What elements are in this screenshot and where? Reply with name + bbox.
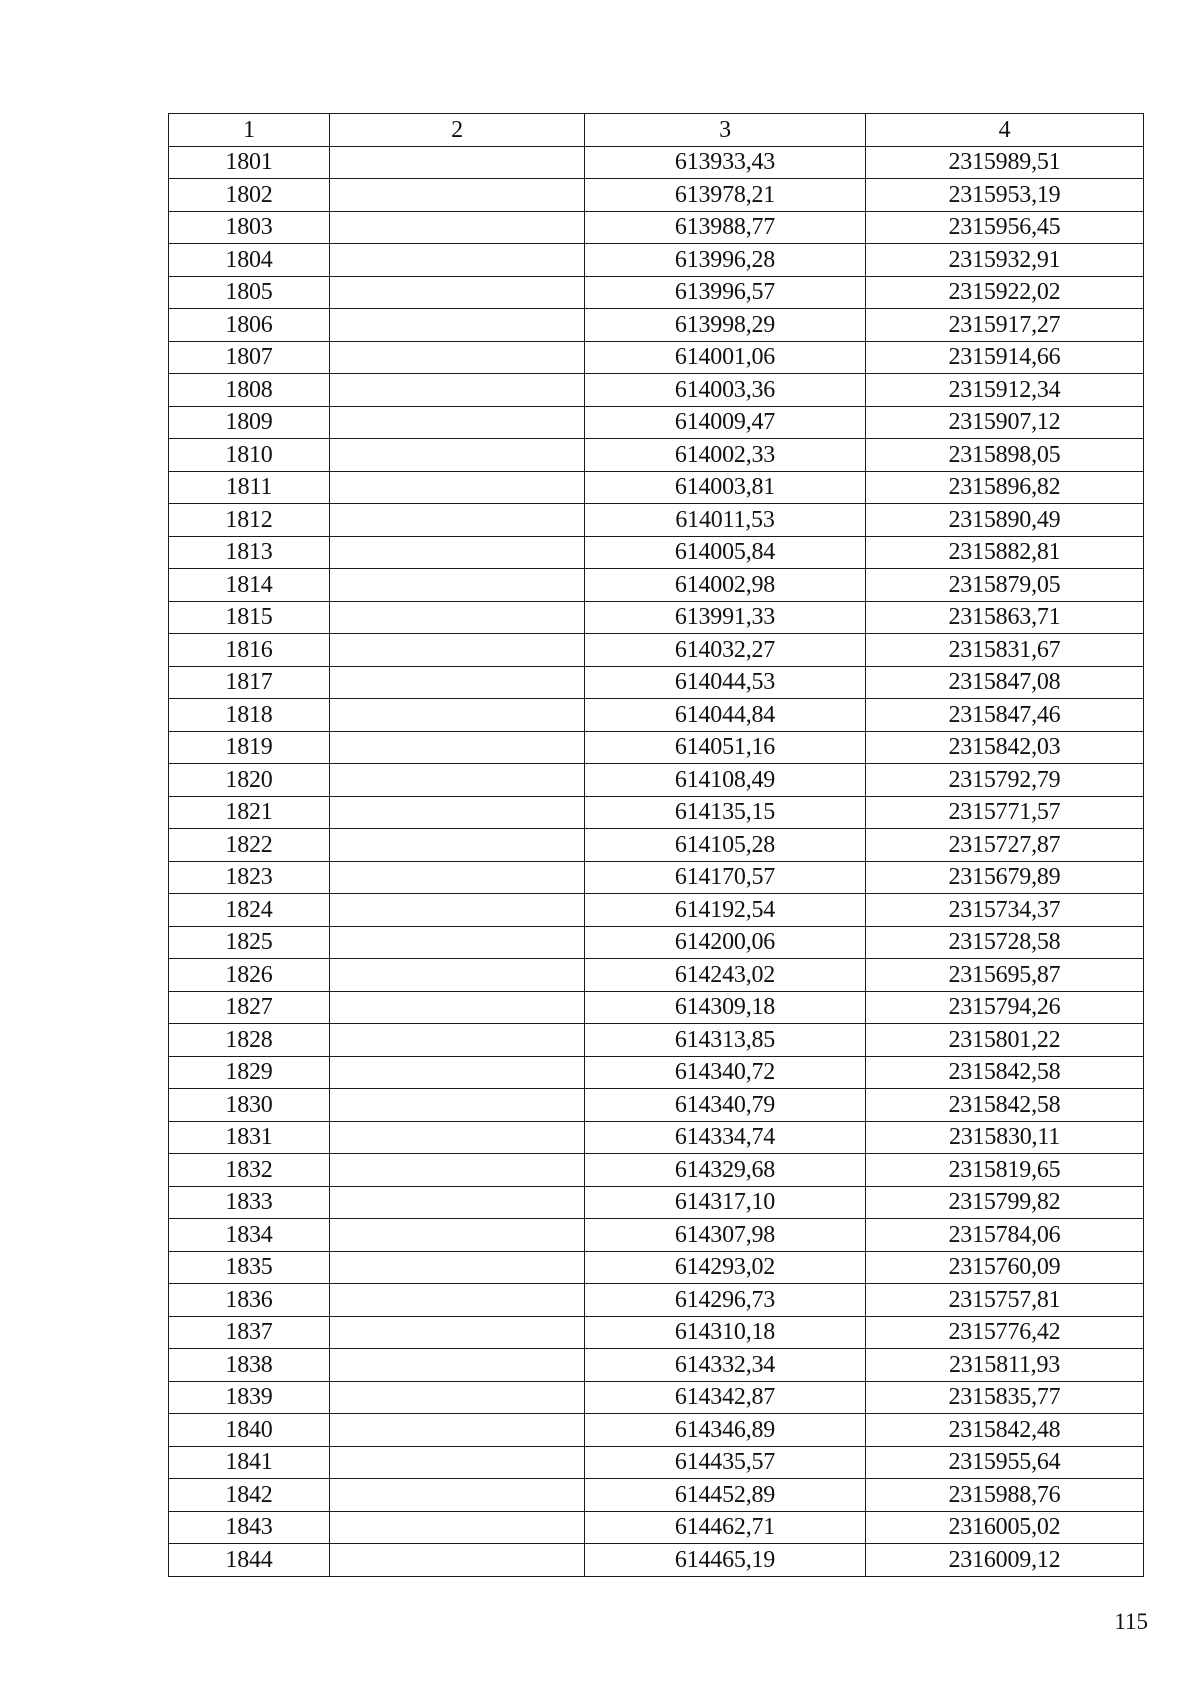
y-coordinate-cell: 2315819,65 xyxy=(866,1154,1144,1187)
empty-cell xyxy=(330,309,585,342)
x-coordinate-cell: 614346,89 xyxy=(585,1414,866,1447)
table-row xyxy=(169,991,1144,1024)
table-row xyxy=(169,1251,1144,1284)
x-coordinate-cell: 614002,33 xyxy=(585,439,866,472)
page-number: 115 xyxy=(1114,1609,1148,1634)
empty-cell xyxy=(330,1251,585,1284)
point-number-cell: 1809 xyxy=(169,406,330,439)
table-row xyxy=(169,1446,1144,1479)
point-number-cell: 1813 xyxy=(169,536,330,569)
header-cell-2: 2 xyxy=(330,114,585,147)
header-cell-1: 1 xyxy=(169,114,330,147)
y-coordinate-cell: 2316005,02 xyxy=(866,1511,1144,1544)
header-cell-4: 4 xyxy=(866,114,1144,147)
y-coordinate-cell: 2315757,81 xyxy=(866,1284,1144,1317)
point-number-cell: 1824 xyxy=(169,894,330,927)
point-number-cell: 1842 xyxy=(169,1479,330,1512)
y-coordinate-cell: 2315727,87 xyxy=(866,829,1144,862)
y-coordinate-cell: 2316009,12 xyxy=(866,1544,1144,1577)
x-coordinate-cell: 614051,16 xyxy=(585,731,866,764)
table-row xyxy=(169,211,1144,244)
x-coordinate-cell: 614340,79 xyxy=(585,1089,866,1122)
empty-cell xyxy=(330,1121,585,1154)
table-row xyxy=(169,374,1144,407)
y-coordinate-cell: 2315953,19 xyxy=(866,179,1144,212)
empty-cell xyxy=(330,1056,585,1089)
x-coordinate-cell: 614310,18 xyxy=(585,1316,866,1349)
empty-cell xyxy=(330,1544,585,1577)
table-row xyxy=(169,179,1144,212)
header-row xyxy=(169,114,1144,147)
point-number-cell: 1843 xyxy=(169,1511,330,1544)
table-row xyxy=(169,244,1144,277)
y-coordinate-cell: 2315847,46 xyxy=(866,699,1144,732)
y-coordinate-cell: 2315912,34 xyxy=(866,374,1144,407)
table-row xyxy=(169,1349,1144,1382)
y-coordinate-cell: 2315879,05 xyxy=(866,569,1144,602)
x-coordinate-cell: 614005,84 xyxy=(585,536,866,569)
x-coordinate-cell: 614340,72 xyxy=(585,1056,866,1089)
x-coordinate-cell: 614342,87 xyxy=(585,1381,866,1414)
y-coordinate-cell: 2315842,48 xyxy=(866,1414,1144,1447)
empty-cell xyxy=(330,1446,585,1479)
table-row xyxy=(169,1056,1144,1089)
x-coordinate-cell: 614334,74 xyxy=(585,1121,866,1154)
table-row xyxy=(169,764,1144,797)
table-row xyxy=(169,1479,1144,1512)
y-coordinate-cell: 2315734,37 xyxy=(866,894,1144,927)
point-number-cell: 1821 xyxy=(169,796,330,829)
table-row xyxy=(169,1284,1144,1317)
table-row xyxy=(169,471,1144,504)
x-coordinate-cell: 614032,27 xyxy=(585,634,866,667)
point-number-cell: 1840 xyxy=(169,1414,330,1447)
x-coordinate-cell: 614317,10 xyxy=(585,1186,866,1219)
point-number-cell: 1839 xyxy=(169,1381,330,1414)
empty-cell xyxy=(330,829,585,862)
x-coordinate-cell: 614329,68 xyxy=(585,1154,866,1187)
empty-cell xyxy=(330,1479,585,1512)
y-coordinate-cell: 2315890,49 xyxy=(866,504,1144,537)
empty-cell xyxy=(330,536,585,569)
table-row xyxy=(169,569,1144,602)
empty-cell xyxy=(330,1154,585,1187)
y-coordinate-cell: 2315955,64 xyxy=(866,1446,1144,1479)
table-row xyxy=(169,276,1144,309)
table-row xyxy=(169,439,1144,472)
y-coordinate-cell: 2315771,57 xyxy=(866,796,1144,829)
point-number-cell: 1835 xyxy=(169,1251,330,1284)
y-coordinate-cell: 2315863,71 xyxy=(866,601,1144,634)
y-coordinate-cell: 2315907,12 xyxy=(866,406,1144,439)
x-coordinate-cell: 613933,43 xyxy=(585,146,866,179)
empty-cell xyxy=(330,991,585,1024)
table-row xyxy=(169,1121,1144,1154)
x-coordinate-cell: 614003,36 xyxy=(585,374,866,407)
table-row xyxy=(169,666,1144,699)
empty-cell xyxy=(330,1284,585,1317)
empty-cell xyxy=(330,796,585,829)
table-row xyxy=(169,536,1144,569)
y-coordinate-cell: 2315831,67 xyxy=(866,634,1144,667)
empty-cell xyxy=(330,244,585,277)
empty-cell xyxy=(330,1349,585,1382)
table-row xyxy=(169,341,1144,374)
table-row xyxy=(169,699,1144,732)
y-coordinate-cell: 2315914,66 xyxy=(866,341,1144,374)
x-coordinate-cell: 614001,06 xyxy=(585,341,866,374)
x-coordinate-cell: 613991,33 xyxy=(585,601,866,634)
point-number-cell: 1814 xyxy=(169,569,330,602)
y-coordinate-cell: 2315830,11 xyxy=(866,1121,1144,1154)
point-number-cell: 1828 xyxy=(169,1024,330,1057)
y-coordinate-cell: 2315896,82 xyxy=(866,471,1144,504)
point-number-cell: 1834 xyxy=(169,1219,330,1252)
y-coordinate-cell: 2315695,87 xyxy=(866,959,1144,992)
empty-cell xyxy=(330,894,585,927)
table-row xyxy=(169,894,1144,927)
x-coordinate-cell: 614003,81 xyxy=(585,471,866,504)
x-coordinate-cell: 613998,29 xyxy=(585,309,866,342)
empty-cell xyxy=(330,699,585,732)
empty-cell xyxy=(330,1316,585,1349)
x-coordinate-cell: 614307,98 xyxy=(585,1219,866,1252)
table-row xyxy=(169,309,1144,342)
point-number-cell: 1811 xyxy=(169,471,330,504)
point-number-cell: 1804 xyxy=(169,244,330,277)
empty-cell xyxy=(330,406,585,439)
x-coordinate-cell: 614313,85 xyxy=(585,1024,866,1057)
empty-cell xyxy=(330,439,585,472)
x-coordinate-cell: 614105,28 xyxy=(585,829,866,862)
point-number-cell: 1807 xyxy=(169,341,330,374)
x-coordinate-cell: 613996,28 xyxy=(585,244,866,277)
point-number-cell: 1825 xyxy=(169,926,330,959)
table-row xyxy=(169,1154,1144,1187)
point-number-cell: 1810 xyxy=(169,439,330,472)
empty-cell xyxy=(330,634,585,667)
y-coordinate-cell: 2315811,93 xyxy=(866,1349,1144,1382)
x-coordinate-cell: 614435,57 xyxy=(585,1446,866,1479)
table-row xyxy=(169,1219,1144,1252)
empty-cell xyxy=(330,504,585,537)
point-number-cell: 1827 xyxy=(169,991,330,1024)
x-coordinate-cell: 614192,54 xyxy=(585,894,866,927)
point-number-cell: 1832 xyxy=(169,1154,330,1187)
y-coordinate-cell: 2315784,06 xyxy=(866,1219,1144,1252)
point-number-cell: 1802 xyxy=(169,179,330,212)
point-number-cell: 1801 xyxy=(169,146,330,179)
y-coordinate-cell: 2315679,89 xyxy=(866,861,1144,894)
point-number-cell: 1822 xyxy=(169,829,330,862)
point-number-cell: 1806 xyxy=(169,309,330,342)
x-coordinate-cell: 614135,15 xyxy=(585,796,866,829)
table-row xyxy=(169,1024,1144,1057)
point-number-cell: 1803 xyxy=(169,211,330,244)
y-coordinate-cell: 2315842,58 xyxy=(866,1089,1144,1122)
point-number-cell: 1838 xyxy=(169,1349,330,1382)
coordinates-table xyxy=(168,113,1144,1577)
y-coordinate-cell: 2315835,77 xyxy=(866,1381,1144,1414)
y-coordinate-cell: 2315776,42 xyxy=(866,1316,1144,1349)
empty-cell xyxy=(330,341,585,374)
empty-cell xyxy=(330,276,585,309)
empty-cell xyxy=(330,601,585,634)
table-body xyxy=(169,146,1144,1576)
point-number-cell: 1836 xyxy=(169,1284,330,1317)
table-row xyxy=(169,959,1144,992)
empty-cell xyxy=(330,374,585,407)
table-row xyxy=(169,406,1144,439)
table-row xyxy=(169,1089,1144,1122)
x-coordinate-cell: 613988,77 xyxy=(585,211,866,244)
x-coordinate-cell: 614462,71 xyxy=(585,1511,866,1544)
point-number-cell: 1829 xyxy=(169,1056,330,1089)
empty-cell xyxy=(330,1024,585,1057)
empty-cell xyxy=(330,1511,585,1544)
x-coordinate-cell: 614108,49 xyxy=(585,764,866,797)
y-coordinate-cell: 2315728,58 xyxy=(866,926,1144,959)
y-coordinate-cell: 2315799,82 xyxy=(866,1186,1144,1219)
point-number-cell: 1818 xyxy=(169,699,330,732)
x-coordinate-cell: 614332,34 xyxy=(585,1349,866,1382)
x-coordinate-cell: 614465,19 xyxy=(585,1544,866,1577)
y-coordinate-cell: 2315847,08 xyxy=(866,666,1144,699)
empty-cell xyxy=(330,179,585,212)
point-number-cell: 1841 xyxy=(169,1446,330,1479)
table-row xyxy=(169,504,1144,537)
x-coordinate-cell: 614200,06 xyxy=(585,926,866,959)
x-coordinate-cell: 614044,84 xyxy=(585,699,866,732)
table-row xyxy=(169,926,1144,959)
x-coordinate-cell: 614009,47 xyxy=(585,406,866,439)
y-coordinate-cell: 2315794,26 xyxy=(866,991,1144,1024)
x-coordinate-cell: 614243,02 xyxy=(585,959,866,992)
y-coordinate-cell: 2315922,02 xyxy=(866,276,1144,309)
empty-cell xyxy=(330,926,585,959)
point-number-cell: 1837 xyxy=(169,1316,330,1349)
table-row xyxy=(169,796,1144,829)
x-coordinate-cell: 614011,53 xyxy=(585,504,866,537)
empty-cell xyxy=(330,959,585,992)
y-coordinate-cell: 2315882,81 xyxy=(866,536,1144,569)
x-coordinate-cell: 613996,57 xyxy=(585,276,866,309)
x-coordinate-cell: 614452,89 xyxy=(585,1479,866,1512)
point-number-cell: 1830 xyxy=(169,1089,330,1122)
empty-cell xyxy=(330,1186,585,1219)
empty-cell xyxy=(330,861,585,894)
x-coordinate-cell: 614293,02 xyxy=(585,1251,866,1284)
y-coordinate-cell: 2315801,22 xyxy=(866,1024,1144,1057)
point-number-cell: 1817 xyxy=(169,666,330,699)
table-row xyxy=(169,1511,1144,1544)
y-coordinate-cell: 2315988,76 xyxy=(866,1479,1144,1512)
y-coordinate-cell: 2315842,03 xyxy=(866,731,1144,764)
point-number-cell: 1808 xyxy=(169,374,330,407)
empty-cell xyxy=(330,146,585,179)
table-row xyxy=(169,1381,1144,1414)
table-row xyxy=(169,1186,1144,1219)
empty-cell xyxy=(330,666,585,699)
y-coordinate-cell: 2315898,05 xyxy=(866,439,1144,472)
y-coordinate-cell: 2315792,79 xyxy=(866,764,1144,797)
table-row xyxy=(169,146,1144,179)
x-coordinate-cell: 613978,21 xyxy=(585,179,866,212)
table-header xyxy=(169,114,1144,147)
table-row xyxy=(169,829,1144,862)
y-coordinate-cell: 2315760,09 xyxy=(866,1251,1144,1284)
x-coordinate-cell: 614002,98 xyxy=(585,569,866,602)
point-number-cell: 1820 xyxy=(169,764,330,797)
empty-cell xyxy=(330,1381,585,1414)
point-number-cell: 1831 xyxy=(169,1121,330,1154)
table-row xyxy=(169,1414,1144,1447)
y-coordinate-cell: 2315989,51 xyxy=(866,146,1144,179)
point-number-cell: 1812 xyxy=(169,504,330,537)
empty-cell xyxy=(330,471,585,504)
y-coordinate-cell: 2315917,27 xyxy=(866,309,1144,342)
point-number-cell: 1844 xyxy=(169,1544,330,1577)
point-number-cell: 1819 xyxy=(169,731,330,764)
point-number-cell: 1805 xyxy=(169,276,330,309)
table-row xyxy=(169,731,1144,764)
empty-cell xyxy=(330,211,585,244)
point-number-cell: 1816 xyxy=(169,634,330,667)
table-row xyxy=(169,861,1144,894)
table-row xyxy=(169,1544,1144,1577)
x-coordinate-cell: 614170,57 xyxy=(585,861,866,894)
x-coordinate-cell: 614309,18 xyxy=(585,991,866,1024)
empty-cell xyxy=(330,731,585,764)
y-coordinate-cell: 2315932,91 xyxy=(866,244,1144,277)
header-cell-3: 3 xyxy=(585,114,866,147)
empty-cell xyxy=(330,569,585,602)
empty-cell xyxy=(330,1219,585,1252)
empty-cell xyxy=(330,764,585,797)
x-coordinate-cell: 614044,53 xyxy=(585,666,866,699)
y-coordinate-cell: 2315956,45 xyxy=(866,211,1144,244)
point-number-cell: 1823 xyxy=(169,861,330,894)
table-row xyxy=(169,601,1144,634)
x-coordinate-cell: 614296,73 xyxy=(585,1284,866,1317)
y-coordinate-cell: 2315842,58 xyxy=(866,1056,1144,1089)
table-row xyxy=(169,634,1144,667)
point-number-cell: 1815 xyxy=(169,601,330,634)
point-number-cell: 1833 xyxy=(169,1186,330,1219)
table-row xyxy=(169,1316,1144,1349)
point-number-cell: 1826 xyxy=(169,959,330,992)
empty-cell xyxy=(330,1414,585,1447)
empty-cell xyxy=(330,1089,585,1122)
